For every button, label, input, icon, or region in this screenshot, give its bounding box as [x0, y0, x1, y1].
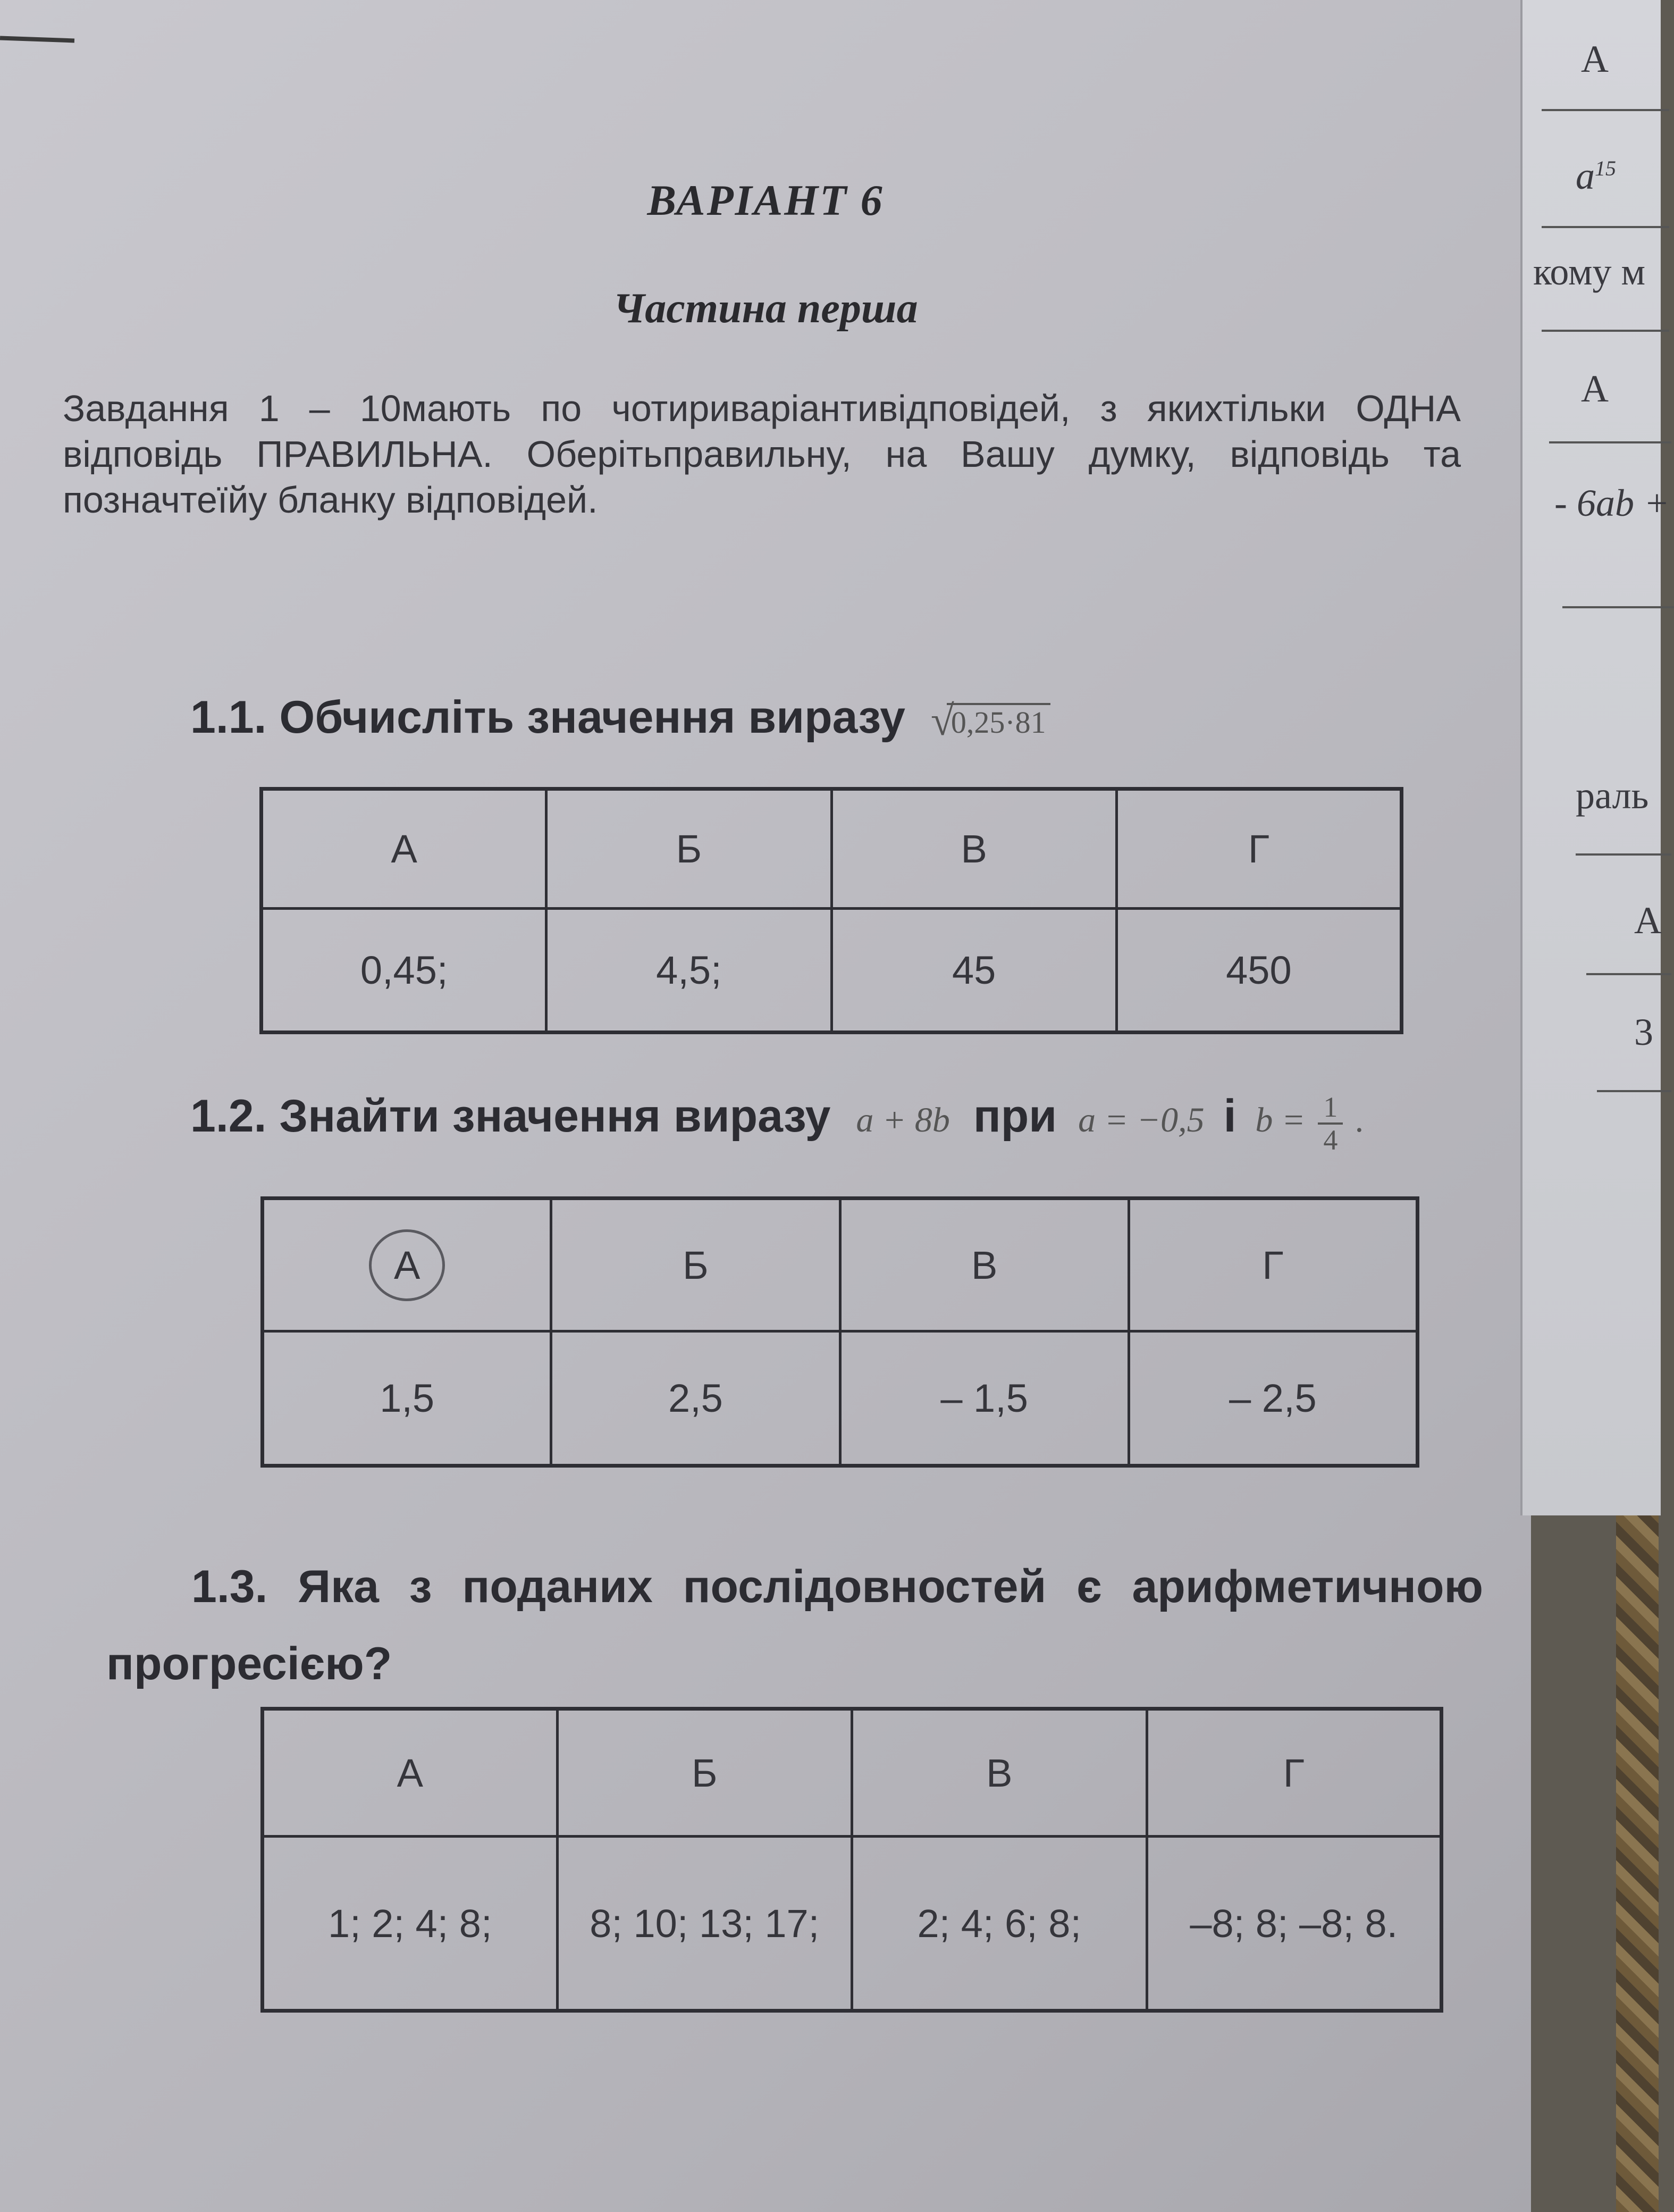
option-value: 45	[831, 909, 1116, 1033]
adjacent-text: 3	[1634, 1011, 1653, 1053]
option-value: 2; 4; 6; 8;	[852, 1837, 1147, 2011]
option-letter[interactable]: Г	[1116, 789, 1401, 909]
instructions: Завдання 1 – 10мають по чотириваріантивідповідей, з якихтільки ОДНА відповідь ПРАВИЛЬНА. Оберітьправильну, на Вашу думку, відповідь та позначтеїйу бланку відповідей.	[63, 388, 1461, 521]
divider	[1542, 109, 1669, 111]
question-1-1	[190, 691, 1050, 744]
question-text: Обчисліть значення виразу	[279, 692, 905, 743]
condition-b: b =	[1255, 1101, 1306, 1139]
question-text: Знайти значення виразу	[279, 1091, 831, 1142]
option-letter[interactable]: Б	[551, 1199, 840, 1331]
option-letter[interactable]: В	[852, 1709, 1147, 1837]
option-letter[interactable]: В	[831, 789, 1116, 909]
option-value: 2,5	[551, 1331, 840, 1466]
option-letter[interactable]: В	[840, 1199, 1129, 1331]
question-number: 1.3.	[191, 1561, 268, 1612]
divider	[1562, 606, 1674, 608]
condition-a: a = −0,5	[1078, 1101, 1205, 1139]
question-1-2: 1.2. Знайти значення виразу a + 8b при a = −0,5 і b = $\frac{1}{4}$ .	[190, 1091, 1365, 1156]
adjacent-text: А	[1581, 38, 1609, 80]
option-value: 1; 2; 4; 8;	[263, 1837, 558, 2011]
option-letter[interactable]: Б	[557, 1709, 852, 1837]
corner-mark	[0, 36, 74, 43]
adjacent-text: А	[1634, 899, 1662, 942]
question-1-3: 1.3. Яка з поданих послідовностей є арифметичною	[191, 1561, 1483, 1612]
option-letter[interactable]: А	[262, 789, 546, 909]
part-title: Частина перша	[613, 285, 918, 332]
option-value: –8; 8; –8; 8.	[1147, 1837, 1442, 2011]
sqrt-expression: √ 0,25·81	[931, 705, 1050, 740]
fraction: $\frac{1}{4}$	[1318, 1092, 1343, 1155]
option-value: 8; 10; 13; 17;	[557, 1837, 852, 2011]
option-value: – 2,5	[1129, 1331, 1417, 1466]
answer-table-1-3	[260, 1707, 1443, 2013]
divider	[1597, 1090, 1671, 1092]
adjacent-text: А	[1581, 367, 1609, 410]
option-value: 4,5;	[546, 909, 831, 1033]
selected-circle-mark: А	[369, 1229, 445, 1301]
variant-title: ВАРІАНТ 6	[647, 176, 884, 224]
expression: a + 8b	[856, 1101, 950, 1139]
option-letter-selected[interactable]	[263, 1199, 551, 1331]
adjacent-text: раль	[1576, 774, 1649, 817]
divider	[1576, 853, 1671, 856]
answer-table-1-2	[260, 1196, 1419, 1468]
adjacent-text: $a^{15}$	[1576, 155, 1616, 197]
option-value: 0,45;	[262, 909, 546, 1033]
option-letter[interactable]: Г	[1129, 1199, 1417, 1331]
question-number: 1.1.	[190, 692, 267, 743]
option-value: 1,5	[263, 1331, 551, 1466]
divider	[1586, 973, 1671, 975]
divider	[1542, 226, 1669, 228]
answer-table-1-1	[259, 787, 1403, 1034]
radical-icon: √	[930, 698, 954, 744]
question-number: 1.2.	[190, 1091, 267, 1142]
adjacent-page-edge	[1520, 0, 1670, 1515]
divider	[1542, 330, 1669, 332]
question-1-3-line2: прогресією?	[106, 1638, 392, 1689]
adjacent-text: - 6ab +	[1554, 482, 1670, 524]
option-value: 450	[1116, 909, 1401, 1033]
option-letter[interactable]: А	[263, 1709, 558, 1837]
divider	[1549, 441, 1671, 443]
background-texture	[1616, 1515, 1659, 2212]
adjacent-text: кому м	[1533, 250, 1646, 293]
option-value: – 1,5	[840, 1331, 1129, 1466]
option-letter[interactable]: Б	[546, 789, 831, 909]
option-letter[interactable]: Г	[1147, 1709, 1442, 1837]
